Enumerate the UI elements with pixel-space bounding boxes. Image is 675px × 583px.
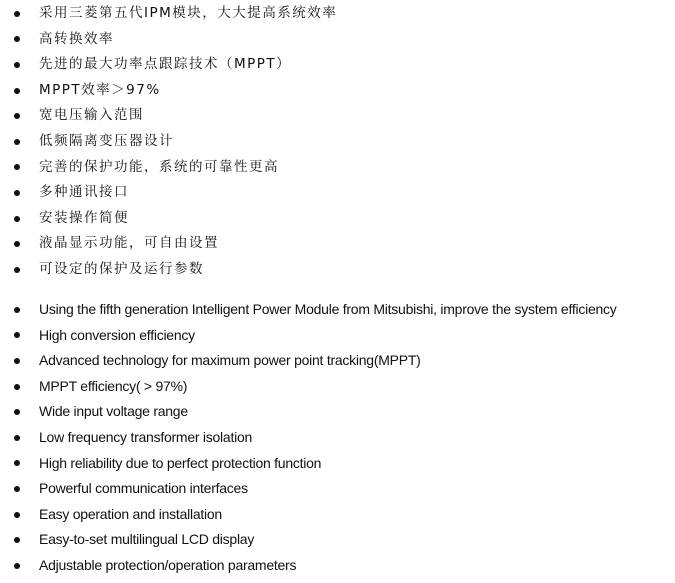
bullet-icon [14,409,20,415]
bullet-icon [14,62,20,68]
list-item [0,103,675,129]
list-item [0,297,675,323]
list-item [0,527,675,553]
feature-text: High reliability due to perfect protection function [39,454,322,471]
feature-list-chinese [0,1,675,283]
feature-text: 低频隔离变压器设计 [39,132,174,149]
bullet-icon [14,241,20,247]
bullet-icon [14,190,20,196]
bullet-icon [14,358,20,364]
feature-text: High conversion efficiency [39,326,195,343]
bullet-icon [14,11,20,17]
list-item [0,451,675,477]
feature-text: 完善的保护功能，系统的可靠性更高 [39,158,279,175]
feature-text: Powerful communication interfaces [39,480,248,497]
bullet-icon [14,216,20,222]
list-item [0,476,675,502]
list-item [0,348,675,374]
bullet-icon [14,435,20,441]
bullet-icon [14,512,20,518]
list-item [0,553,675,579]
bullet-icon [14,88,20,94]
bullet-icon [14,36,20,42]
list-item [0,78,675,104]
list-item [0,425,675,451]
feature-text: 多种通讯接口 [39,184,129,201]
feature-text: Easy-to-set multilingual LCD display [39,531,255,548]
list-item [0,180,675,206]
feature-text: Using the fifth generation Intelligent Power Module from Mitsubishi, improve the system efficiency [39,301,617,317]
list-item [0,206,675,232]
bullet-icon [14,267,20,273]
feature-text: Easy operation and installation [39,505,222,522]
feature-text: MPPT efficiency( > 97%) [39,377,188,394]
bullet-icon [14,563,20,569]
bullet-icon [14,164,20,170]
bullet-icon [14,460,20,466]
bullet-icon [14,384,20,390]
list-item [0,155,675,181]
list-item [0,502,675,528]
bullet-icon [14,486,20,492]
feature-text: Low frequency transformer isolation [39,428,253,445]
feature-text: Adjustable protection/operation parameters [39,556,297,573]
feature-text: MPPT效率＞97% [39,81,161,98]
feature-text: 安装操作简便 [39,209,129,226]
feature-text: Wide input voltage range [39,403,188,420]
bullet-icon [14,307,20,313]
feature-text: Advanced technology for maximum power point tracking(MPPT) [39,352,421,369]
feature-text: 先进的最大功率点跟踪技术（MPPT） [39,56,292,73]
feature-text: 液晶显示功能，可自由设置 [39,235,219,252]
list-item [0,231,675,257]
list-item [0,1,675,27]
list-item [0,257,675,283]
feature-list-english [0,297,675,579]
list-item [0,27,675,53]
list-item [0,52,675,78]
list-item [0,374,675,400]
feature-text: 采用三菱第五代IPM模块，大大提高系统效率 [39,5,338,21]
feature-text: 高转换效率 [39,30,114,47]
bullet-icon [14,537,20,543]
list-item [0,399,675,425]
list-item [0,129,675,155]
bullet-icon [14,332,20,338]
list-item [0,323,675,349]
bullet-icon [14,113,20,119]
feature-text: 可设定的保护及运行参数 [39,260,204,277]
bullet-icon [14,139,20,145]
feature-text: 宽电压输入范围 [39,107,144,124]
